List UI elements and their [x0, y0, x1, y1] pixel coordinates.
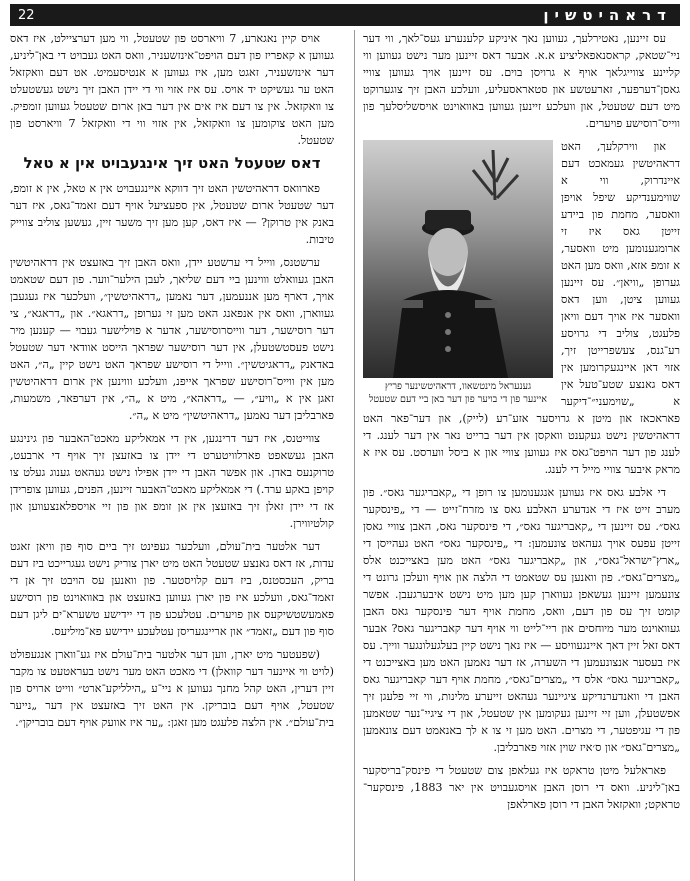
right-paragraph-3: די אלבע גאס איז געווען אנגענומען צו רופן די „קאבריגער גאס״. פון מערב זייט איז די אנדערע האלבע גאס צו מזרח־זייט — די „פינסקער גאס״. עס זיינען די „קאבריגער גאס״, די פינסקער גאס, האבן צוויי גאסן זייטן עפעס אויך געהאט צונעמען: די „פינסקער גאס״ האט געהייסן די „ארץ־ישראל־גאס״, און „קאבריגער גאס״ האט מען באצייכנט אלס „מצרים־גאס״. פון וואנען עס שטאמט די הלצה און אויף וועלכן גרונט די צונעמען זיינען געשאפן געווארן קען מען מיט נישט איבערגעבן. אפשר קומט זיך עס פון דעם, וואס, מחמת אויף דער פינסקער גאס האבן געוואוינט מער מיוחסים און ריי־לייט ווי אויף דער קאבריגער גאס? אבער דאס זאל זיין דאך איינגעוויסע — איז נאך נישט קיין בעלגעלונגער ווייך. עס איז בעסער אנצונעמען די השערה, אז דער נאמען האט מען באצייכנט די „קאבריגער גאס״ אלס די „מצרים־גאס״, מחמת אויף דער קאבריגער גאס האבן די וואנדערנדיקע ציגיינער געהאט זייערע מלינות, ווי זיי פלעגן זיך אפשטעלן, ווען זיי זיינען געקומען אין שטעטל, און די ציגיי־נער שטאמען פון די עגיפטער, די מצרים. האט מען זי צו א לך באנאמט דעם צונאמען „מצרים־גאס״ און ס׳איז שוין אזוי פארבליבן. [363, 486, 680, 754]
right-paragraph-1: עס זיינען, נאטירלעך, געווען נאך איניקע קלענערע געס־לאך, ווי דער ניי־שטאק, קראסנאפאליציע א.א. אבער דאס זיינען מער נישט געווען ווי קליינע צווייגלאך אויף א גרויסן בוים. עס זיינען אויך געווען צוויי גאסן־דערפער, זארעטשע און סטאראסעליע, וועלכע האבן זיך צוגערוקט מיט דעם שטעטל, און וועלכע זיינען געווען באוואוינט אויסשליסלעך פון ווייס־רוסישע פויערים. [363, 32, 680, 130]
portrait-illustration [363, 140, 553, 378]
caption-line-1: גענעראל מינטשאוו, דראהיטשינער פריץ [384, 381, 532, 392]
right-paragraph-2: און ווירקלעך, האט דראהיטשין געמאכט דעם איינדרוק, ווי א שווימענדיקע שיפל אויפן וואסער, מחמת פון ביידע זייטן גאס איז זי ארומגענומען מיט וואסער, א זומפ אזא, וואס מען האט גערופן „וויאן״. עס זיינען געווען ציטן, ווען דאס וואסער איז אויך דעם וויאן פלעגט, צוליב די גרויסע רע־גנס, צעשפרייטן זיך, אזוי דאן איינגעקרומען אין דאס גאנצע שטע־טעל אין א „שוימעני״־דיקער פאראכאז און מיטן א גרויסער אזע־רע (לייק), און דער־פאר האט דראהיטשין נישט געקענט וואקסן אין דער ברייט נאר אין דער לענג. די לענג פון דער הויפט־גאס איז געווען צוויי און א ביסל ווערסט. עס איז א מראק איבער צוויי מייל די לענג. [363, 140, 680, 476]
running-title: דראהיטשין [543, 6, 672, 24]
left-paragraph-top-1: אויס קיין נאגארע, 7 וויארסט פון שטעטל, ווי מען דערציילט, איז דאס געווען א קאפריז פון דעם הויפט־אינזשעניר, וואס האט געבויט די באן־ליניע, דער אינזשעניר, זאגט מען, איז געווען א אנטיסעמיט. אט דעם וואקזאל האט ער געשיקט יד אויס. עס איז אזוי ווי די יידן האבן זיך נישט געשטעלט צו וואקזאל. אין צו דעם איז אים אין דער באן ארום שטעטל געווען זומפיק. מען האט צוקומען צו וואקזאל, אין אזוי ווי די וואקזאל 7 וויארסט פון שטעטל. [10, 32, 334, 147]
caption-line-2: איינער פון די בויער פון דער באן ביי דעם שטעטל [368, 394, 548, 405]
photo-figure [363, 140, 553, 406]
page-header [10, 4, 680, 26]
page-number: 22 [18, 7, 35, 23]
left-column [10, 30, 336, 881]
text-columns [10, 30, 680, 881]
left-paragraph-2: ערשטנס, ווייל די ערשטע יידן, וואס האבן זיך באזעצט אין דראהיטשין האבן געוואלט וווינען ביי דעם שליאך, לעבן הילער־ווער. פון דעם שטאמט אויך, דארף מען אננעמען, דער נאמען „דראהיטשין״, וועלכער איז געגעבן געווארן, וואס אין אנפאנג האט מען זי גערופן „דראגא״. און „דראגא״, צי דער רוסישער, דער ווייסרוסישער, אדער א פוילישער געבוי — קענען מיר נישט פעסטשטעלן, אין דער רוסישער שפראך הייסט אוודאי דער שטעטל באדאנק „דראגיטשין״. ווייל די רוסישע שפראך האט נישט קיין „ה״, האט מען אין ווייס־רוסישע שפראך אייפנ, וועלכע וווינען אין ארום דראהיטשין זאגן אין א „וויע״, — „דראהא״, מיט א „ה״, אין דערפאר, משמעות, פארבליבן דער נאמען „דראהיטשין״ מיט א „ה״. [10, 256, 334, 422]
section-heading: דאס שטעטל האט זיך אינגעבויט אין א טאל [23, 154, 321, 172]
left-paragraph-1: פארוואס דראהיטשין האט זיך דווקא איינגעבויט אין א טאל, אין א זומפ, דער שטעטל ארום שטעטל, אין ספעציעל אויף דעם זאמד־גאס, איז דער באנק אין טרוקן? — איז דאס, קען מען זיך משער זיין, געשען צוליב צווייק טיבות. [10, 182, 334, 246]
portrait-photo [363, 140, 553, 378]
left-paragraph-3: צווייטנס, איז דער דרינגען, אין די אמאליקע מאכט־האבער פון גינינגע האבן געשאפט פארלוויטערט די יידן צו באזעצן זיך אויף די ארבעט, טרוקנעס באדן. און אפשר האבן די יידן אפילו נישט געהאט גענוג געלט צו קויפן באקע ערד.) די אמאליקע מאכט־האבער זיינען, הפנים, געווען צופרידן אז די יידן זאלן זיך באזעצן אין אן זומפ און פון זיי אויספלאנצעווען און קולטיווירן. [10, 432, 334, 530]
right-paragraph-4: פאראלעל מיטן טראקט איז געלאפן צום שטעטל די פינסק־בריסקער באן־ליניע. וואס די רוסן האבן אויסגעבויט אין יאר 1883, פינסקער־ טראקט; וואקזאל האבן די רוסן פארלאפן [363, 764, 680, 811]
left-paragraph-5: (שפעטער מיט יארן, ווען דער אלטער בית־עולם איז גע־ווארן אנגעפולט (לויט ווי איינער דער קוואלן) די מאכט האט מער נישט בעראטעט צו מקבר זיין דערין, האט קהל מחנך געווען א ניי־ע „הילליקע־ארט״ ווייט ארויס פון שטעטל, אויף דעם בובריקן. אין האט זיך באזעצט אין דער „נייער בית־עולם״. אין הלצה פלעגט מען זאגן: „ער איז אוועק אויף דעם בובריקן״. [10, 648, 334, 729]
left-paragraph-4: דער אלטער בית־עולם, וועלכער געפינט זיך ביים סוף פון וויאן זאגט עדות, אז דאס גאנצע שטעטל האט מיט יארן צוריק נישט געגרייכט ביז דעם בריק, העכסטנס, ביז דעם קלויסטער. פון וואנען עס הויבט זיך אן די זאמד־גאס, וועלכע איז פון יארן געווען באזעצט און באוואוינט פון רוסישע פאמעשטשיקעס און פויערים. עטלעכע פון די יידישע טשערא־ים ליגן דעם סוף פון דעם „זאמד״ און אריינגעריסן עטלעכע יידישע פא־מיליעס. [10, 540, 334, 638]
right-column [354, 30, 680, 881]
photo-caption [363, 380, 553, 406]
